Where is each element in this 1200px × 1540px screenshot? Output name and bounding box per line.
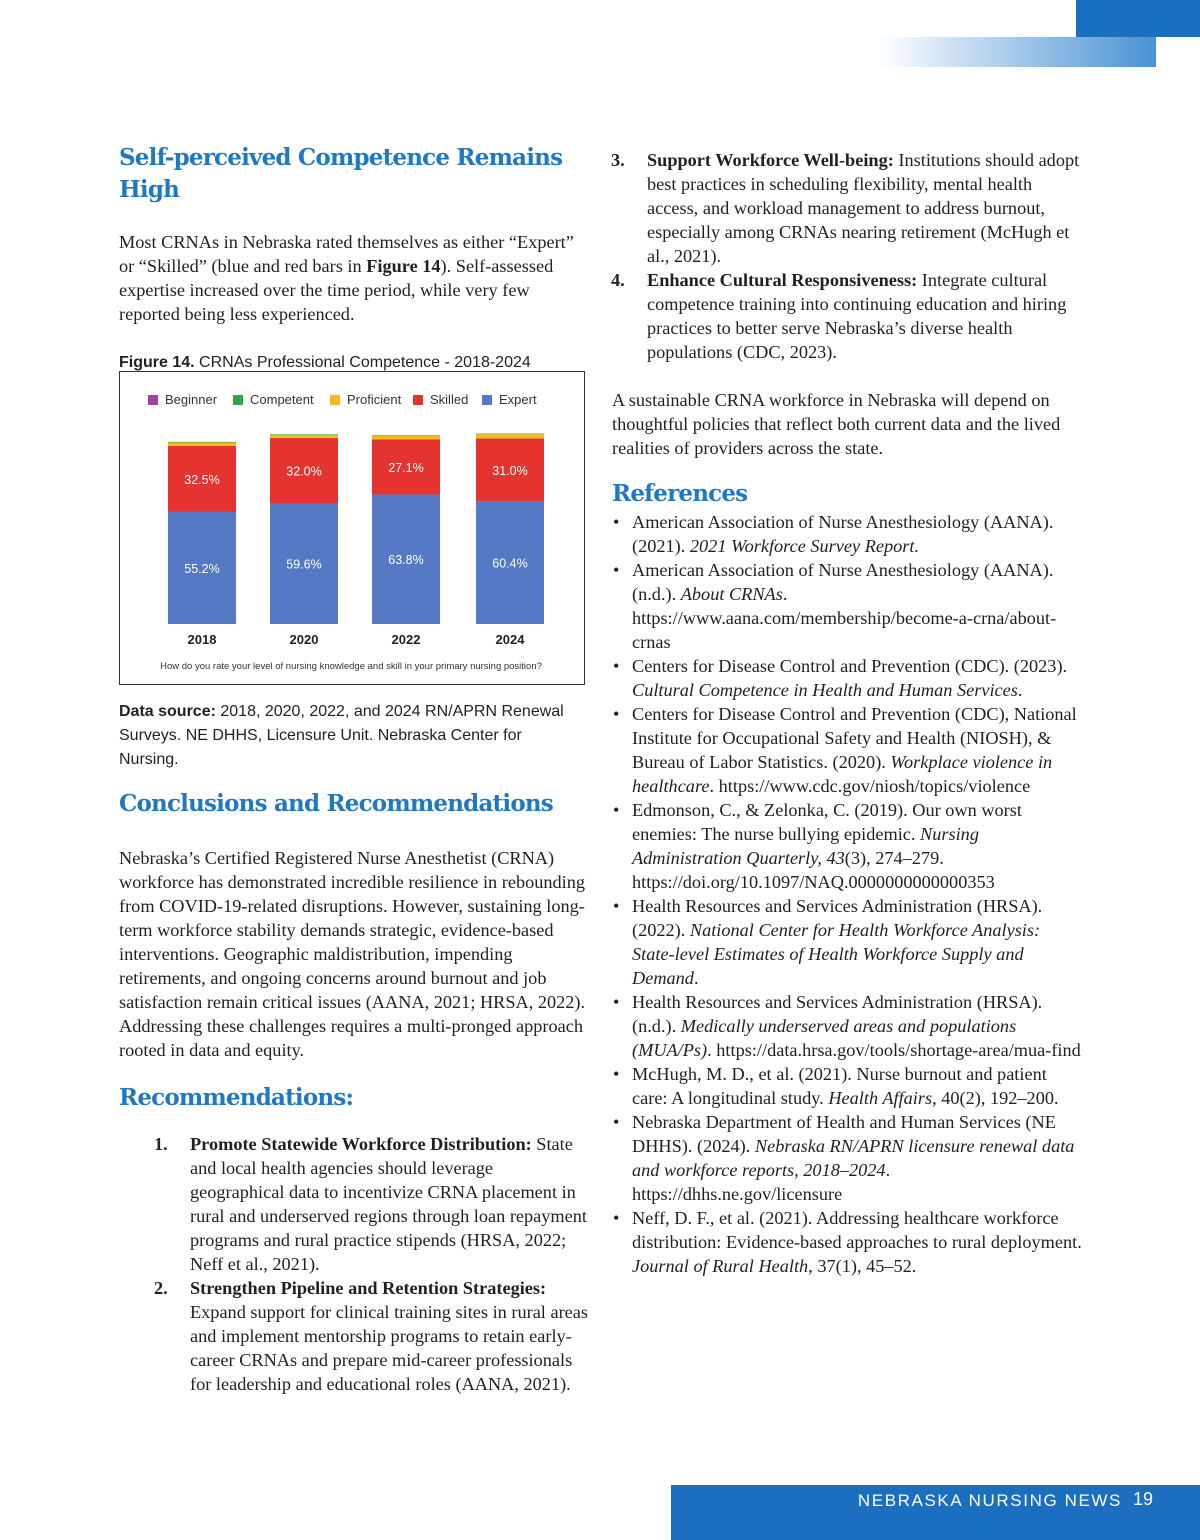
bar-proficient-2020 bbox=[270, 435, 338, 438]
legend-swatch-beginner bbox=[148, 395, 158, 405]
section-title-conclusions: Conclusions and Recommendations bbox=[119, 790, 553, 817]
x-axis-title: How do you rate your level of nursing knowledge and skill in your primary nursing position? bbox=[160, 661, 542, 672]
x-tick-label-2020: 2020 bbox=[289, 632, 319, 647]
figure-caption: Figure 14. CRNAs Professional Competence - 2018-2024 bbox=[119, 354, 531, 371]
legend-swatch-skilled bbox=[413, 395, 423, 405]
recommendation-item: 3. Support Workforce Well-being: Institutions should adopt best practices in scheduling flexibility, mental health access, and workload management to address burnout, especially among CRNAs nearing retirement (McHugh et al., 2021). bbox=[611, 150, 1080, 266]
reference-item: • Health Resources and Services Administration (HRSA). (n.d.). Medically underserved areas and populations (MUA/Ps). https://data.hrsa.gov/tools/shortage-area/mua-find bbox=[612, 990, 1082, 1062]
bar-proficient-2018 bbox=[168, 443, 236, 446]
reference-item: • Health Resources and Services Administration (HRSA). (2022). National Center for Health Workforce Analysis: State-level Estimates of Health Workforce Supply and Demand. bbox=[612, 894, 1082, 990]
recommendations-list-a bbox=[119, 1132, 589, 1396]
bar-proficient-2022 bbox=[372, 436, 440, 440]
competence-chart bbox=[119, 371, 585, 685]
bar-proficient-2024 bbox=[476, 434, 544, 438]
data-label-skilled-2020: 32.0% bbox=[286, 464, 322, 479]
section-title-competence: Self-perceived Competence Remains High bbox=[119, 144, 563, 203]
reference-item: • American Association of Nurse Anesthesiology (AANA). (n.d.). About CRNAs. https://www.aana.com/membership/become-a-crna/about-crnas bbox=[612, 558, 1082, 654]
header-gradient-bar bbox=[878, 37, 1156, 67]
x-tick-label-2022: 2022 bbox=[391, 632, 421, 647]
closing-paragraph: A sustainable CRNA workforce in Nebraska will depend on thoughtful policies that reflect both current data and the lived realities of providers across the state. bbox=[612, 390, 1061, 458]
footer-bar bbox=[671, 1485, 1200, 1540]
left-column bbox=[119, 142, 589, 372]
competence-paragraph: Most CRNAs in Nebraska rated themselves as either “Expert” or “Skilled” (blue and red bars in Figure 14). Self-assessed expertise increased over the time period, while very few reported being less experienced. bbox=[119, 232, 574, 324]
legend-label-competent: Competent bbox=[250, 392, 314, 407]
reference-item: • American Association of Nurse Anesthesiology (AANA). (2021). 2021 Workforce Survey Report. bbox=[612, 510, 1082, 558]
x-tick-label-2024: 2024 bbox=[495, 632, 525, 647]
chart-svg bbox=[120, 372, 583, 683]
right-column bbox=[612, 148, 1082, 1278]
recommendation-item: 2. Strengthen Pipeline and Retention Strategies: Expand support for clinical training sites in rural areas and implement mentorship programs to retain early-career CRNAs and prepare mid-career professionals for leadership and educational roles (AANA, 2021). bbox=[154, 1278, 589, 1394]
figure-reference: Figure 14 bbox=[366, 256, 441, 276]
data-label-skilled-2022: 27.1% bbox=[388, 460, 424, 475]
bar-competent-2024 bbox=[476, 434, 544, 435]
recommendation-item: 4. Enhance Cultural Responsiveness: Integrate cultural competence training into continuing education and hiring practices to better serve Nebraska’s diverse health populations (CDC, 2023). bbox=[611, 270, 1067, 362]
section-title-references: References bbox=[612, 480, 748, 507]
legend-label-skilled: Skilled bbox=[430, 392, 469, 407]
legend-swatch-competent bbox=[233, 395, 243, 405]
x-tick-label-2018: 2018 bbox=[187, 632, 217, 647]
legend-label-expert: Expert bbox=[499, 392, 537, 407]
data-label-expert-2018: 55.2% bbox=[184, 561, 220, 576]
magazine-name: NEBRASKA NURSING NEWS bbox=[857, 1491, 1122, 1510]
reference-item: • Neff, D. F., et al. (2021). Addressing healthcare workforce distribution: Evidence-based approaches to rural deployment. Journal of Rural Health, 37(1), 45–52. bbox=[612, 1206, 1082, 1278]
reference-item: • McHugh, M. D., et al. (2021). Nurse burnout and patient care: A longitudinal study. Health Affairs, 40(2), 192–200. bbox=[612, 1062, 1082, 1110]
reference-item: • Nebraska Department of Health and Human Services (NE DHHS). (2024). Nebraska RN/APRN licensure renewal data and workforce reports, 2018–2024. https://dhhs.ne.gov/licensure bbox=[612, 1110, 1082, 1206]
legend-label-proficient: Proficient bbox=[347, 392, 402, 407]
conclusions-section bbox=[119, 788, 589, 1396]
reference-item: • Centers for Disease Control and Prevention (CDC). (2023). Cultural Competence in Health and Human Services. bbox=[612, 654, 1082, 702]
page-number: 19 bbox=[1132, 1489, 1153, 1509]
data-label-expert-2020: 59.6% bbox=[286, 557, 322, 572]
reference-item: • Edmonson, C., & Zelonka, C. (2019). Our own worst enemies: The nurse bullying epidemic. Nursing Administration Quarterly, 43(3), 274–279. https://doi.org/10.1097/NAQ.0000000000000353 bbox=[612, 798, 1082, 894]
data-label-skilled-2018: 32.5% bbox=[184, 472, 220, 487]
reference-item: • Centers for Disease Control and Prevention (CDC), National Institute for Occupational Safety and Health (NIOSH), & Bureau of Labor Statistics. (2020). Workplace violence in healthcare. https://www.cdc.gov/niosh/topics/violence bbox=[612, 702, 1082, 798]
data-source: Data source: 2018, 2020, 2022, and 2024 RN/APRN Renewal Surveys. NE DHHS, Licensure Unit. Nebraska Center for Nursing. bbox=[119, 703, 564, 768]
references-list bbox=[612, 510, 1082, 1278]
header-corner-block bbox=[1076, 0, 1200, 37]
data-label-expert-2024: 60.4% bbox=[492, 556, 528, 571]
recommendations-list-b bbox=[576, 148, 1082, 364]
legend-label-beginner: Beginner bbox=[165, 392, 218, 407]
legend-swatch-expert bbox=[482, 395, 492, 405]
data-label-expert-2022: 63.8% bbox=[388, 553, 424, 568]
bar-competent-2020 bbox=[270, 434, 338, 435]
legend-swatch-proficient bbox=[330, 395, 340, 405]
data-label-skilled-2024: 31.0% bbox=[492, 463, 528, 478]
bar-competent-2022 bbox=[372, 435, 440, 436]
conclusions-paragraph: Nebraska’s Certified Registered Nurse Anesthetist (CRNA) workforce has demonstrated incredible resilience in rebounding from COVID-19-related disruptions. However, sustaining long-term workforce stability demands strategic, evidence-based interventions. Geographic maldistribution, impending retirements, and ongoing concerns around burnout and job satisfaction remain critical issues (AANA, 2021; HRSA, 2022). Addressing these challenges requires a multi-pronged approach rooted in data and equity. bbox=[119, 848, 586, 1060]
section-title-recommendations: Recommendations: bbox=[119, 1084, 354, 1111]
recommendation-item: 1. Promote Statewide Workforce Distribution: State and local health agencies should leverage geographical data to incentivize CRNA placement in rural and underserved regions through loan repayment programs and rural practice stipends (HRSA, 2022; Neff et al., 2021). bbox=[154, 1134, 587, 1274]
bar-competent-2018 bbox=[168, 442, 236, 443]
